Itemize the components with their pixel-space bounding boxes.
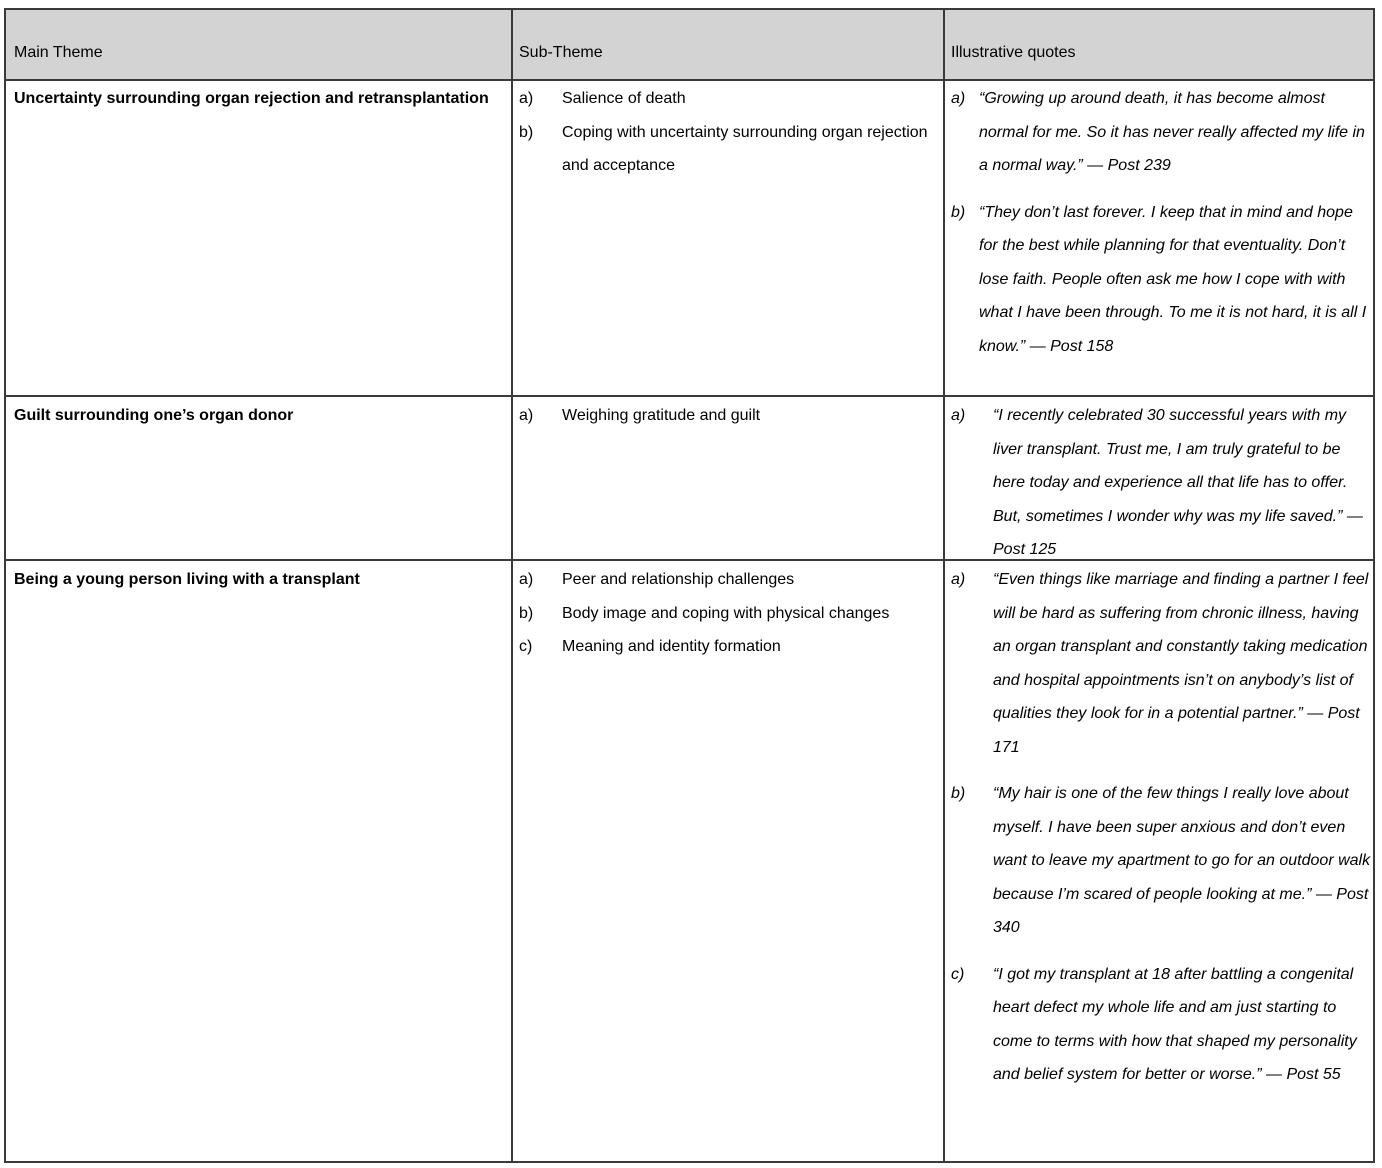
quote-label: a) xyxy=(951,571,966,588)
sub-theme-item xyxy=(519,82,939,116)
sub-theme-list xyxy=(519,399,939,433)
quote-list xyxy=(951,399,1373,567)
quote-text: “Growing up around death, it has become almost normal for me. So it has never really affected my life in a normal way.” — Post 239 xyxy=(979,90,1365,174)
sub-theme-item xyxy=(519,399,939,433)
sub-theme-item xyxy=(519,116,939,183)
quote-item xyxy=(951,82,1373,183)
themes-table xyxy=(4,8,1375,1163)
sub-theme-item xyxy=(519,563,939,597)
quote-text: “Even things like marriage and finding a partner I feel will be hard as suffering from chronic illness, having an organ transplant and constantly taking medication and hospital appointments isn’t on anybody’s list of qualities they look for in a potential partner.” — Post 171 xyxy=(993,571,1369,756)
header-illustrative-quotes: Illustrative quotes xyxy=(951,44,1076,61)
sub-theme-item xyxy=(519,597,939,631)
item-label: c) xyxy=(519,638,533,655)
quote-item xyxy=(951,399,1373,567)
sub-theme-list xyxy=(519,563,939,664)
row-divider xyxy=(6,395,1373,397)
header-sub-theme: Sub-Theme xyxy=(519,44,603,61)
quote-item xyxy=(951,777,1373,945)
main-theme-cell: Guilt surrounding one’s organ donor xyxy=(14,407,294,424)
quote-label: a) xyxy=(951,90,966,107)
header-main-theme: Main Theme xyxy=(14,44,103,61)
quote-label: c) xyxy=(951,965,965,983)
item-text: Peer and relationship challenges xyxy=(562,571,795,588)
quote-item xyxy=(951,196,1373,364)
item-label: b) xyxy=(519,604,534,622)
quote-list xyxy=(951,563,1373,1092)
item-text: Weighing gratitude and guilt xyxy=(562,407,761,424)
table-header xyxy=(6,10,1373,79)
main-theme-cell: Being a young person living with a transplant xyxy=(14,571,360,588)
quote-label: b) xyxy=(951,203,966,221)
item-label: a) xyxy=(519,571,534,588)
quote-text: “My hair is one of the few things I really love about myself. I have been super anxious and don’t even want to leave my apartment to go for an outdoor walk because I’m scared of people looking at me.” — Post 340 xyxy=(993,785,1371,936)
sub-theme-list xyxy=(519,82,939,183)
item-text: Body image and coping with physical changes xyxy=(562,604,890,622)
item-text: Salience of death xyxy=(562,90,686,107)
quote-text: “They don’t last forever. I keep that in mind and hope for the best while planning for that eventuality. Don’t lose faith. People often ask me how I cope with with what I have been through. To me it is not hard, it is all I know.” — Post 158 xyxy=(979,203,1367,355)
row-divider xyxy=(6,79,1373,81)
item-label: b) xyxy=(519,123,534,141)
quote-item xyxy=(951,563,1373,764)
quote-label: a) xyxy=(951,407,966,424)
item-text: Meaning and identity formation xyxy=(562,638,781,655)
quote-text: “I recently celebrated 30 successful years with my liver transplant. Trust me, I am truly grateful to be here today and experience all that life has to offer. But, sometimes I wonder why was my life saved.” —Post 125 xyxy=(993,407,1363,558)
item-label: a) xyxy=(519,407,534,424)
item-text: Coping with uncertainty surrounding organ rejection and acceptance xyxy=(562,123,928,174)
main-theme-cell: Uncertainty surrounding organ rejection and retransplantation xyxy=(14,90,489,107)
quote-item xyxy=(951,958,1373,1092)
item-label: a) xyxy=(519,90,534,107)
column-divider xyxy=(511,10,513,1161)
quote-list xyxy=(951,82,1373,363)
sub-theme-item xyxy=(519,630,939,664)
quote-text: “I got my transplant at 18 after battling a congenital heart defect my whole life and am just starting to come to terms with how that shaped my personality and belief system for better or worse.” — Post 55 xyxy=(993,965,1357,1083)
quote-label: b) xyxy=(951,785,966,802)
column-divider xyxy=(943,10,945,1161)
